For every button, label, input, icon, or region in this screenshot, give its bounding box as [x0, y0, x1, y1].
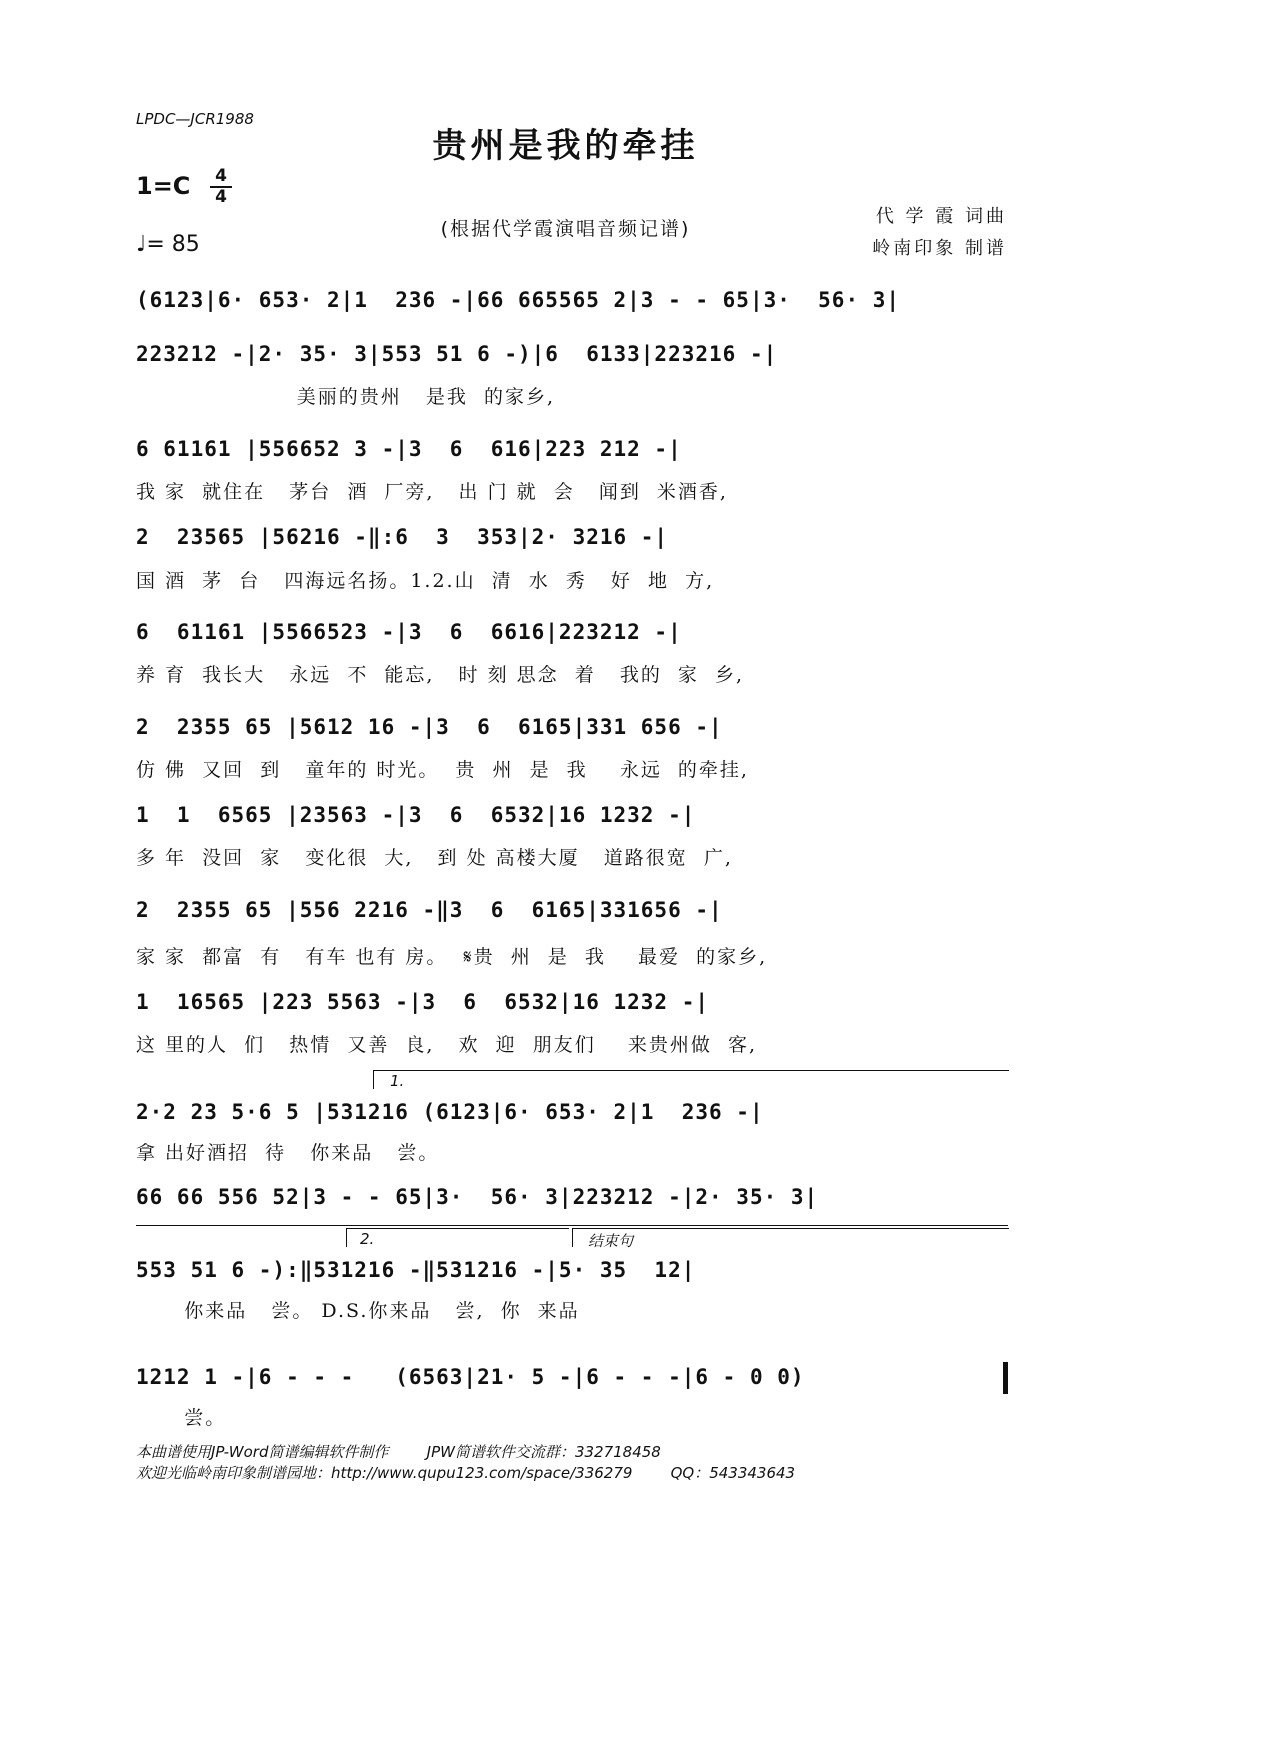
lyric-row-9: 这 里的人 们 热情 又善 良, 欢 迎 朋友们 来贵州做 客,	[136, 1034, 757, 1056]
subtitle: (根据代学霞演唱音频记谱)	[440, 218, 691, 240]
footer-line-2: 欢迎光临岭南印象制谱园地：http://www.qupu123.com/space/336279 QQ：543343643	[136, 1464, 796, 1482]
lyric-row-10: 拿 出好酒招 待 你来品 尝。	[136, 1142, 440, 1164]
coda-label: 结束句	[588, 1232, 634, 1250]
key-signature: 1=C	[136, 172, 191, 200]
tempo-mark: ♩= 85	[136, 232, 200, 257]
staff-divider	[136, 1225, 1008, 1226]
score-row-13: 1212 1 -|6 - - - (6563|21· 5 -|6 - - -|6 - 0 0)	[136, 1365, 805, 1389]
footer-line-1: 本曲谱使用JP-Word简谱编辑软件制作 JPW简谱软件交流群：332718458	[136, 1443, 661, 1461]
lyric-row-7: 多 年 没回 家 变化很 大, 到 处 高楼大厦 道路很宽 广,	[136, 847, 733, 869]
volta-2-label: 2.	[360, 1230, 375, 1248]
lyric-row-8: 家 家 都富 有 有车 也有 房。 𝄋贵 州 是 我 最爱 的家乡,	[136, 946, 768, 968]
time-signature	[210, 168, 232, 206]
final-barline	[1003, 1362, 1008, 1394]
score-row-12: 553 51 6 -):‖531216 -‖531216 -|5· 35 12|	[136, 1258, 696, 1282]
score-row-11: 66 66 556 52|3 - - 65|3· 56· 3|223212 -|2· 35· 3|	[136, 1185, 819, 1209]
lyric-row-4: 国 酒 茅 台 四海远名扬。1.2.山 清 水 秀 好 地 方,	[136, 570, 715, 592]
credit-score: 岭南印象 制谱	[872, 238, 1007, 259]
credit-words-music: 代 学 霞 词曲	[875, 206, 1007, 227]
score-row-8: 2 2355 65 |556 2216 -‖3 6 6165|331656 -|	[136, 898, 723, 922]
volta-1-label: 1.	[390, 1072, 405, 1090]
score-row-3: 6 61161 |556652 3 -|3 6 616|223 212 -|	[136, 437, 682, 461]
score-row-6: 2 2355 65 |5612 16 -|3 6 6165|331 656 -|	[136, 715, 723, 739]
score-row-10: 2·2 23 5·6 5 |531216 (6123|6· 653· 2|1 236 -|	[136, 1100, 764, 1124]
volta-2-bracket	[346, 1228, 569, 1247]
score-row-5: 6 61161 |5566523 -|3 6 6616|223212 -|	[136, 620, 682, 644]
score-row-4: 2 23565 |56216 -‖:6 3 353|2· 3216 -|	[136, 525, 669, 549]
lyric-row-3: 我 家 就住在 茅台 酒 厂旁, 出 门 就 会 闻到 米酒香,	[136, 481, 728, 503]
score-row-1: (6123|6· 653· 2|1 236 -|66 665565 2|3 - - 65|3· 56· 3|	[136, 288, 901, 312]
score-code: LPDC—JCR1988	[136, 110, 254, 128]
lyric-row-13: 尝。	[136, 1407, 227, 1429]
score-row-9: 1 16565 |223 5563 -|3 6 6532|16 1232 -|	[136, 990, 710, 1014]
score-row-2: 223212 -|2· 35· 3|553 51 6 -)|6 6133|223216 -|	[136, 342, 778, 366]
page-title: 贵州是我的牵挂	[432, 126, 699, 166]
meter-top: 4	[215, 166, 227, 186]
lyric-row-5: 养 育 我长大 永远 不 能忘, 时 刻 思念 着 我的 家 乡,	[136, 664, 745, 686]
coda-bracket	[572, 1228, 1009, 1247]
lyric-row-12: 你来品 尝。 D.S.你来品 尝, 你 来品	[136, 1300, 580, 1322]
meter-bottom: 4	[215, 187, 227, 207]
lyric-row-2: 美丽的贵州 是我 的家乡,	[136, 386, 556, 408]
score-row-7: 1 1 6565 |23563 -|3 6 6532|16 1232 -|	[136, 803, 696, 827]
lyric-row-6: 仿 佛 又回 到 童年的 时光。 贵 州 是 我 永远 的牵挂,	[136, 759, 749, 781]
volta-1-bracket	[373, 1070, 1009, 1089]
